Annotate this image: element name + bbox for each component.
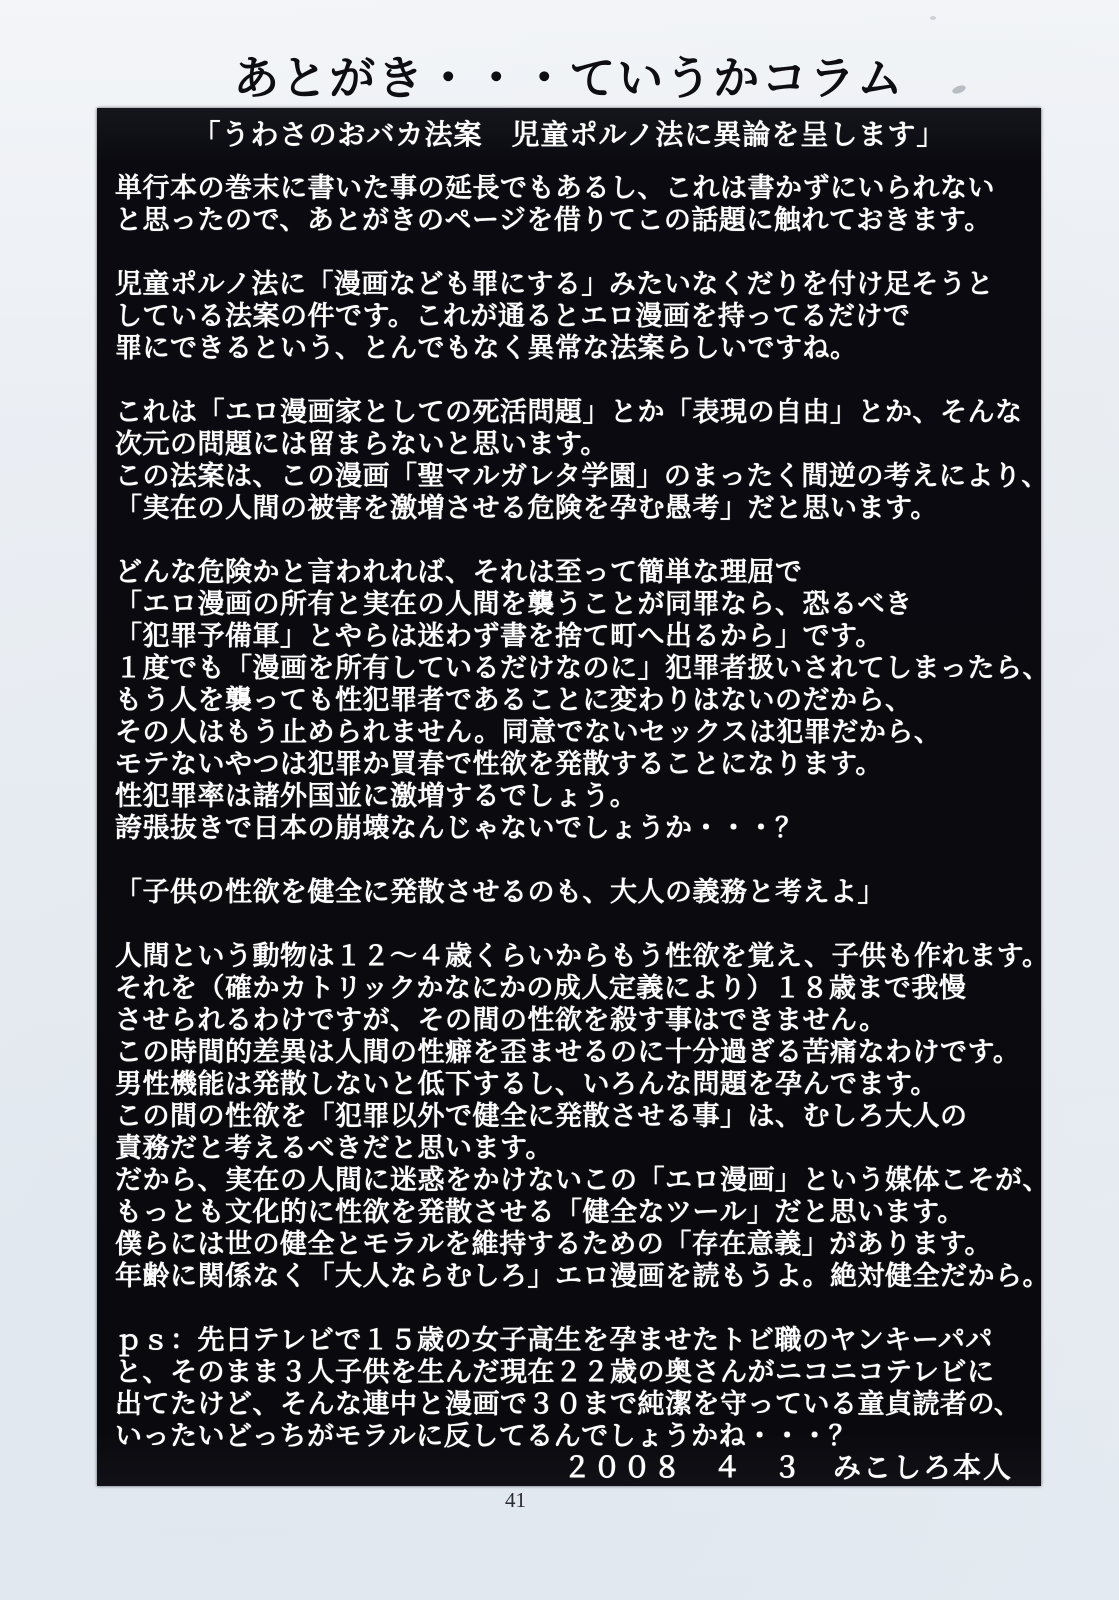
text-line: その人はもう止められません。同意でないセックスは犯罪だから、 <box>115 717 942 747</box>
text-line: この時間的差異は人間の性癖を歪ませるのに十分過ぎる苦痛なわけです。 <box>115 1037 1021 1067</box>
text-line: だから、実在の人間に迷惑をかけないこの「エロ漫画」という媒体こそが、 <box>115 1165 1050 1195</box>
signature-line: ２００８ ４ ３ みこしろ本人 <box>562 1452 1013 1483</box>
text-line: 性犯罪率は諸外国並に激増するでしょう。 <box>115 781 638 811</box>
page-title: あとがき・・・ていうかコラム <box>233 52 905 104</box>
text-line: 人間という動物は１２～４歳くらいからもう性欲を覚え、子供も作れます。 <box>115 941 1050 971</box>
text-line: 罪にできるという、とんでもなく異常な法案らしいですね。 <box>115 333 858 363</box>
text-line: もう人を襲っても性犯罪者であることに変わりはないのだから、 <box>115 685 913 715</box>
paragraph-ps <box>115 1324 1035 1452</box>
paragraph-intro <box>115 172 1035 236</box>
text-line: 単行本の巻末に書いた事の延長でもあるし、これは書かずにいられない <box>115 173 995 203</box>
body-text <box>115 172 1050 1452</box>
text-line: １度でも「漫画を所有しているだけなのに」犯罪者扱いされてしまったら、 <box>115 653 1050 683</box>
text-line: この間の性欲を「犯罪以外で健全に発散させる事」は、むしろ大人の <box>115 1101 968 1131</box>
paper-speck <box>930 16 936 20</box>
text-line: 誇張抜きで日本の崩壊なんじゃないでしょうか・・・？ <box>115 813 803 843</box>
text-line: 児童ポルノ法に「漫画なども罪にする」みたいなくだりを付け足そうと <box>115 269 994 299</box>
heading-duty <box>115 876 1035 908</box>
text-line: 「犯罪予備軍」とやらは迷わず書を捨て町へ出るから」です。 <box>115 621 883 651</box>
panel-subtitle: 「うわさのおバカ法案 児童ポルノ法に異論を呈します」 <box>192 119 946 150</box>
text-line: している法案の件です。これが通るとエロ漫画を持ってるだけで <box>115 301 911 331</box>
text-line: 男性機能は発散しないと低下するし、いろんな問題を孕んでます。 <box>115 1069 938 1099</box>
text-line: 「子供の性欲を健全に発散させるのも、大人の義務と考えよ」 <box>115 877 885 907</box>
text-line: 出てたけど、そんな連中と漫画で３０まで純潔を守っている童貞読者の、 <box>115 1389 1022 1419</box>
text-line: ｐｓ：先日テレビで１５歳の女子高生を孕ませたトビ職のヤンキーパパ <box>115 1325 993 1355</box>
text-line: させられるわけですが、その間の性欲を殺す事はできません。 <box>115 1005 887 1035</box>
paragraph-duty <box>115 940 1050 1292</box>
text-line: と思ったので、あとがきのページを借りてこの話題に触れておきます。 <box>115 205 992 235</box>
text-line: 責務だと考えるべきだと思います。 <box>115 1133 553 1163</box>
text-line: 「エロ漫画の所有と実在の人間を襲うことが同罪なら、恐るべき <box>115 589 913 619</box>
text-line: 「実在の人間の被害を激増させる危険を孕む愚考」だと思います。 <box>115 493 938 523</box>
text-line: これは「エロ漫画家としての死活問題」とか「表現の自由」とか、そんな <box>115 397 1023 427</box>
text-line: 僕らには世の健全とモラルを維持するための「存在意義」があります。 <box>115 1229 993 1259</box>
text-line: もっとも文化的に性欲を発散させる「健全なツール」だと思います。 <box>115 1197 965 1227</box>
page-number: 41 <box>505 1488 526 1512</box>
text-line: いったいどっちがモラルに反してるんでしょうかね・・・？ <box>115 1421 857 1451</box>
paragraph-bill <box>115 268 1035 364</box>
paragraph-danger <box>115 556 1050 844</box>
text-line: それを（確かカトリックかなにかの成人定義により）１８歳まで我慢 <box>115 973 967 1003</box>
text-line: 年齢に関係なく「大人ならむしろ」エロ漫画を読もうよ。絶対健全だから。 <box>115 1261 1050 1291</box>
text-line: モテないやつは犯罪か買春で性欲を発散することになります。 <box>115 749 883 779</box>
text-line: この法案は、この漫画「聖マルガレタ学園」のまったく間逆の考えにより、 <box>115 461 1049 491</box>
text-line: と、そのまま３人子供を生んだ現在２２歳の奥さんがニコニコテレビに <box>115 1357 995 1387</box>
text-line: 次元の問題には留まらないと思います。 <box>115 429 608 459</box>
paragraph-dimension <box>115 396 1049 524</box>
text-line: どんな危険かと言われれば、それは至って簡単な理屈で <box>115 557 803 587</box>
afterword-panel <box>97 108 1050 1486</box>
